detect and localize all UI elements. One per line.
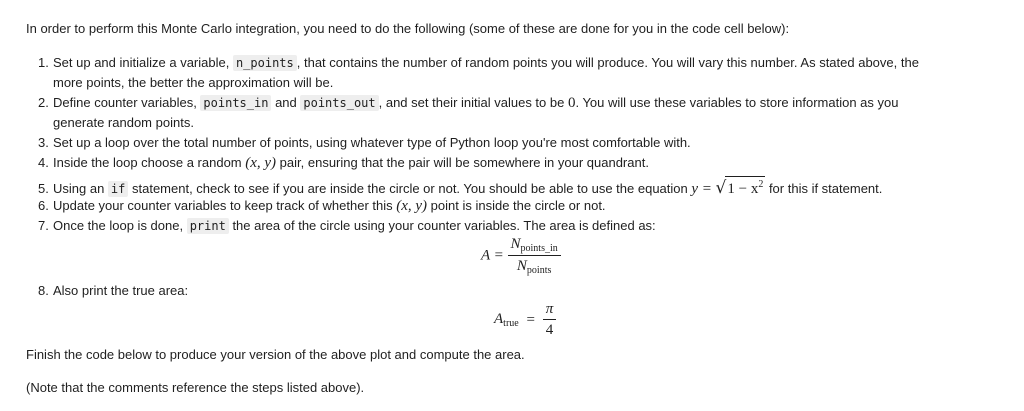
inline-code: n_points	[233, 55, 297, 71]
step-continuation: more points, the better the approximation will be.	[53, 75, 334, 90]
step-4	[38, 153, 998, 173]
step-6	[38, 196, 998, 216]
intro-paragraph: In order to perform this Monte Carlo integration, you need to do the following (some of these are done for you in the code cell below):	[26, 21, 790, 36]
step-7	[38, 216, 998, 236]
step-text: Once the loop is done,	[53, 218, 187, 233]
step-text: Set up a loop over the total number of points, using whatever type of Python loop you're most comfortable with.	[53, 135, 691, 150]
true-area-equation	[494, 301, 556, 339]
step-number: 5.	[38, 181, 49, 196]
step-text: Inside the loop choose a random	[53, 155, 246, 170]
step-1	[38, 53, 998, 93]
math-equation-lhs: y =	[691, 181, 712, 197]
step-text: Update your counter variables to keep track of whether this	[53, 198, 397, 213]
true-area-fraction	[543, 301, 557, 339]
sqrt-icon: √	[715, 178, 727, 198]
math-pair: (x, y)	[396, 198, 428, 214]
step-text: pair, ensuring that the pair will be somewhere in your quandrant.	[276, 155, 649, 170]
step-text: Also print the true area:	[53, 283, 189, 298]
true-lhs-var: A	[494, 311, 504, 327]
step-text: , that contains the number of random points you will produce. You will vary this number. As stated above, the	[296, 55, 919, 70]
area-numerator	[508, 236, 561, 256]
denominator-var: N	[516, 258, 527, 274]
step-3	[38, 133, 998, 153]
step-text: Define counter variables,	[53, 95, 201, 110]
step-text: Set up and initialize a variable,	[53, 55, 233, 70]
area-fraction	[508, 236, 561, 276]
true-lhs-sub: true	[503, 318, 519, 329]
math-zero: 0	[567, 95, 576, 111]
step-number: 2.	[38, 95, 49, 110]
finish-paragraph: Finish the code below to produce your version of the above plot and compute the area.	[26, 347, 525, 362]
step-8	[38, 281, 998, 301]
step-text: point is inside the circle or not.	[427, 198, 606, 213]
note-paragraph: (Note that the comments reference the steps listed above).	[26, 380, 365, 395]
step-text: Using an	[53, 181, 108, 196]
step-number: 1.	[38, 55, 49, 70]
area-lhs: A =	[481, 247, 504, 264]
inline-code: if	[108, 181, 128, 197]
math-pair: (x, y)	[245, 155, 277, 171]
inline-code: print	[187, 218, 229, 234]
math-exponent: 2	[758, 179, 764, 190]
denominator-sub: points	[526, 265, 552, 276]
step-text: the area of the circle using your counter variables. The area is defined as:	[228, 218, 656, 233]
step-text: , and set their initial values to be	[378, 95, 568, 110]
numerator-var: N	[510, 236, 521, 252]
true-equals: =	[526, 311, 535, 328]
step-text: for this if statement.	[765, 181, 883, 196]
step-number: 8.	[38, 283, 49, 298]
true-area-lhs	[494, 311, 519, 327]
step-number: 6.	[38, 198, 49, 213]
true-numerator: π	[543, 301, 557, 320]
step-continuation: generate random points.	[53, 115, 194, 130]
numerator-sub: points_in	[520, 243, 558, 254]
step-2	[38, 93, 998, 133]
math-radicand-text: 1 − x	[727, 181, 759, 197]
inline-code: points_out	[300, 95, 378, 111]
step-text: . You will use these variables to store information as you	[575, 95, 899, 110]
true-denominator: 4	[545, 322, 554, 338]
area-denominator	[508, 256, 561, 276]
area-equation	[481, 236, 561, 276]
step-number: 4.	[38, 155, 49, 170]
step-number: 3.	[38, 135, 49, 150]
step-text: statement, check to see if you are inside the circle or not. You should be able to use the equation	[128, 181, 692, 196]
step-number: 7.	[38, 218, 49, 233]
step-text: and	[271, 95, 301, 110]
math-radicand	[725, 176, 765, 197]
inline-code: points_in	[200, 95, 271, 111]
